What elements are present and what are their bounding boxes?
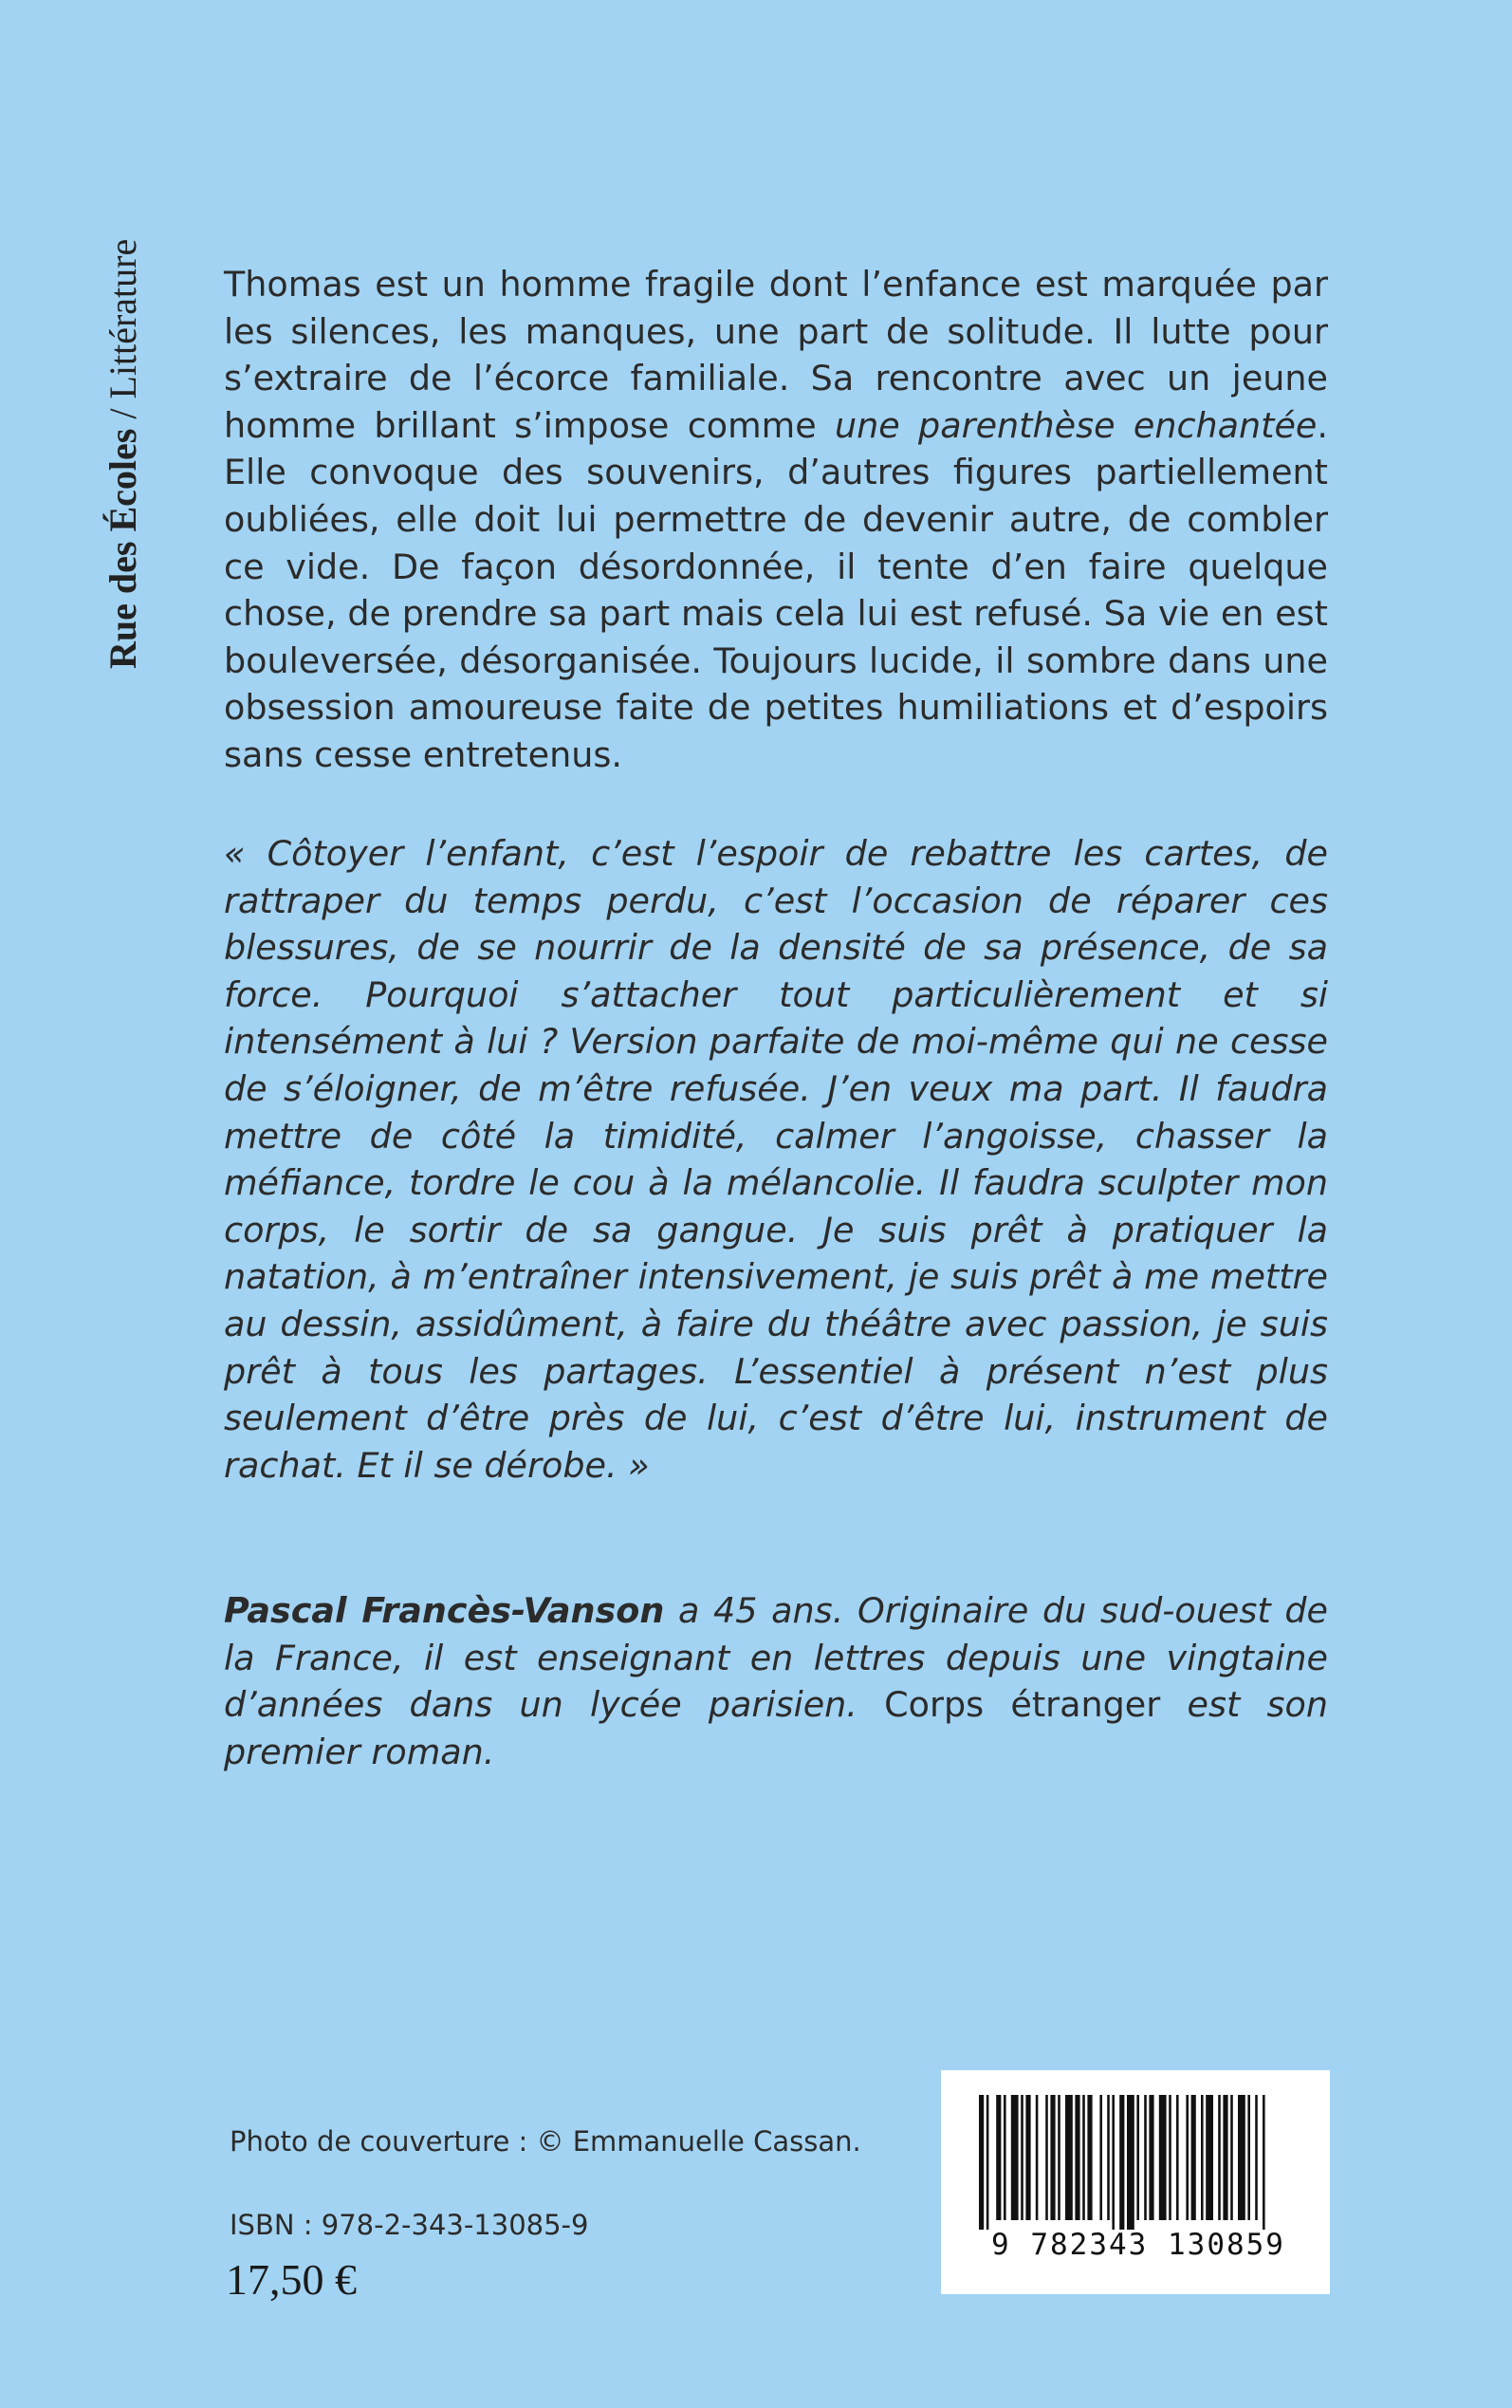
author-bio (224, 1587, 1328, 1775)
author-name: Pascal Francès-Vanson (224, 1590, 665, 1631)
barcode-bar (1186, 2095, 1189, 2220)
barcode-bar (1036, 2095, 1039, 2220)
summary (224, 261, 1328, 779)
collection-name: Littérature (101, 238, 144, 399)
quote-text: « Côtoyer l’enfant, c’est l’espoir de rebattre les cartes, de rattraper du temps perdu, c’est l’occasion de réparer ces blessures, de se nourrir de la densité de sa présence, de sa force. Pourquoi s’attacher tout particulièrement et si intensément à lui ? Version parfaite de moi-même qui ne cesse de s’éloigner, de m’être refusée. J’en veux ma part. Il faudra mettre de côté la timidité, calmer l’angoisse, chasser la méfiance, tordre le cou à la mélancolie. Il faudra sculpter mon corps, le sortir de sa gangue. Je suis prêt à pratiquer la natation, à m’entraîner intensivement, je suis prêt à me mettre au dessin, assidûment, à faire du théâtre avec passion, je suis prêt à tous les partages. L’essentiel à présent n’est plus seulement d’être près de lui, c’est d’être lui, instrument de rachat. Et il se dérobe. » (224, 833, 1328, 1486)
barcode-bar (1075, 2095, 1079, 2220)
photo-credit: Photo de couverture : © Emmanuelle Cassan. (230, 2125, 861, 2158)
summary-text-2: . Elle convoque des souvenirs, d’autres figures partiellement oubliées, elle doit lui permettre de devenir autre, de combler ce vide. De façon désordonnée, il tente d’en faire quelque chose, de prendre sa part mais cela lui est refusé. Sa vie en est bouleversée, désorganisée. Toujours lucide, il sombre dans une obsession amoureuse faite de petites humiliations et d’espoirs sans cesse entretenus. (224, 404, 1328, 775)
barcode-bar (1247, 2095, 1250, 2220)
barcode-bar (1136, 2095, 1139, 2220)
barcode-bar (1223, 2095, 1227, 2220)
barcode-bar (1050, 2095, 1055, 2220)
summary-text-1: Thomas est un homme fragile dont l’enfance est marquée par les silences, les manques, une part de solitude. Il lutte pour s’extraire de l’écorce familiale. Sa rencontre avec un jeune homme brillant s’impose comme (224, 264, 1328, 446)
barcode-bar (1127, 2095, 1134, 2230)
excerpt-quote (224, 830, 1328, 1489)
barcode-digits: 9 782343 130859 (991, 2228, 1285, 2262)
barcode-bar (1087, 2095, 1092, 2220)
spine-separator: / (101, 398, 144, 429)
barcode-bar (1201, 2095, 1204, 2220)
barcode-bar (1045, 2095, 1048, 2220)
barcode-bar (1255, 2095, 1258, 2220)
barcode-bar (1218, 2095, 1221, 2220)
book-title: Corps étranger (884, 1684, 1161, 1726)
summary-paragraph (224, 261, 1328, 779)
barcode-bar (1206, 2095, 1213, 2220)
author-bio-text-2: est son premier roman. (224, 1684, 1328, 1772)
summary-emphasis: une parenthèse enchantée (835, 404, 1318, 446)
barcode-bar (1082, 2095, 1085, 2220)
spine-title (95, 109, 152, 669)
barcode-bar (1065, 2095, 1073, 2220)
author-bio-text-1: a 45 ans. Originaire du sud-ouest de la France, il est enseignant en lettres depuis une vingtaine d’années dans un lycée parisien. (224, 1590, 1328, 1726)
barcode-bar (1107, 2095, 1110, 2220)
author-paragraph (224, 1587, 1328, 1775)
barcode-bar (1159, 2095, 1167, 2220)
barcode (941, 2070, 1330, 2294)
series-name: Rue des Écoles (101, 428, 144, 669)
barcode-bar (1099, 2095, 1102, 2220)
barcode-bar (1176, 2095, 1179, 2220)
isbn: ISBN : 978-2-343-13085-9 (230, 2209, 589, 2241)
barcode-bar (1025, 2095, 1030, 2220)
barcode-bar (1144, 2095, 1147, 2220)
barcode-bar (1230, 2095, 1233, 2220)
barcode-bar (1169, 2095, 1171, 2220)
barcode-bar (986, 2095, 989, 2230)
barcode-bar (1238, 2095, 1245, 2220)
price: 17,50 € (226, 2255, 357, 2304)
barcode-bar (1004, 2095, 1006, 2220)
barcode-bar (1011, 2095, 1019, 2220)
barcode-bar (1058, 2095, 1060, 2220)
barcode-bar (979, 2095, 984, 2230)
barcode-bar (1119, 2095, 1124, 2230)
barcode-bar (996, 2095, 1001, 2220)
barcode-bar (1149, 2095, 1153, 2220)
barcode-bar (1191, 2095, 1196, 2220)
barcode-bar (1263, 2095, 1265, 2230)
barcode-bar (1021, 2095, 1023, 2220)
barcode-bar (1112, 2095, 1115, 2230)
